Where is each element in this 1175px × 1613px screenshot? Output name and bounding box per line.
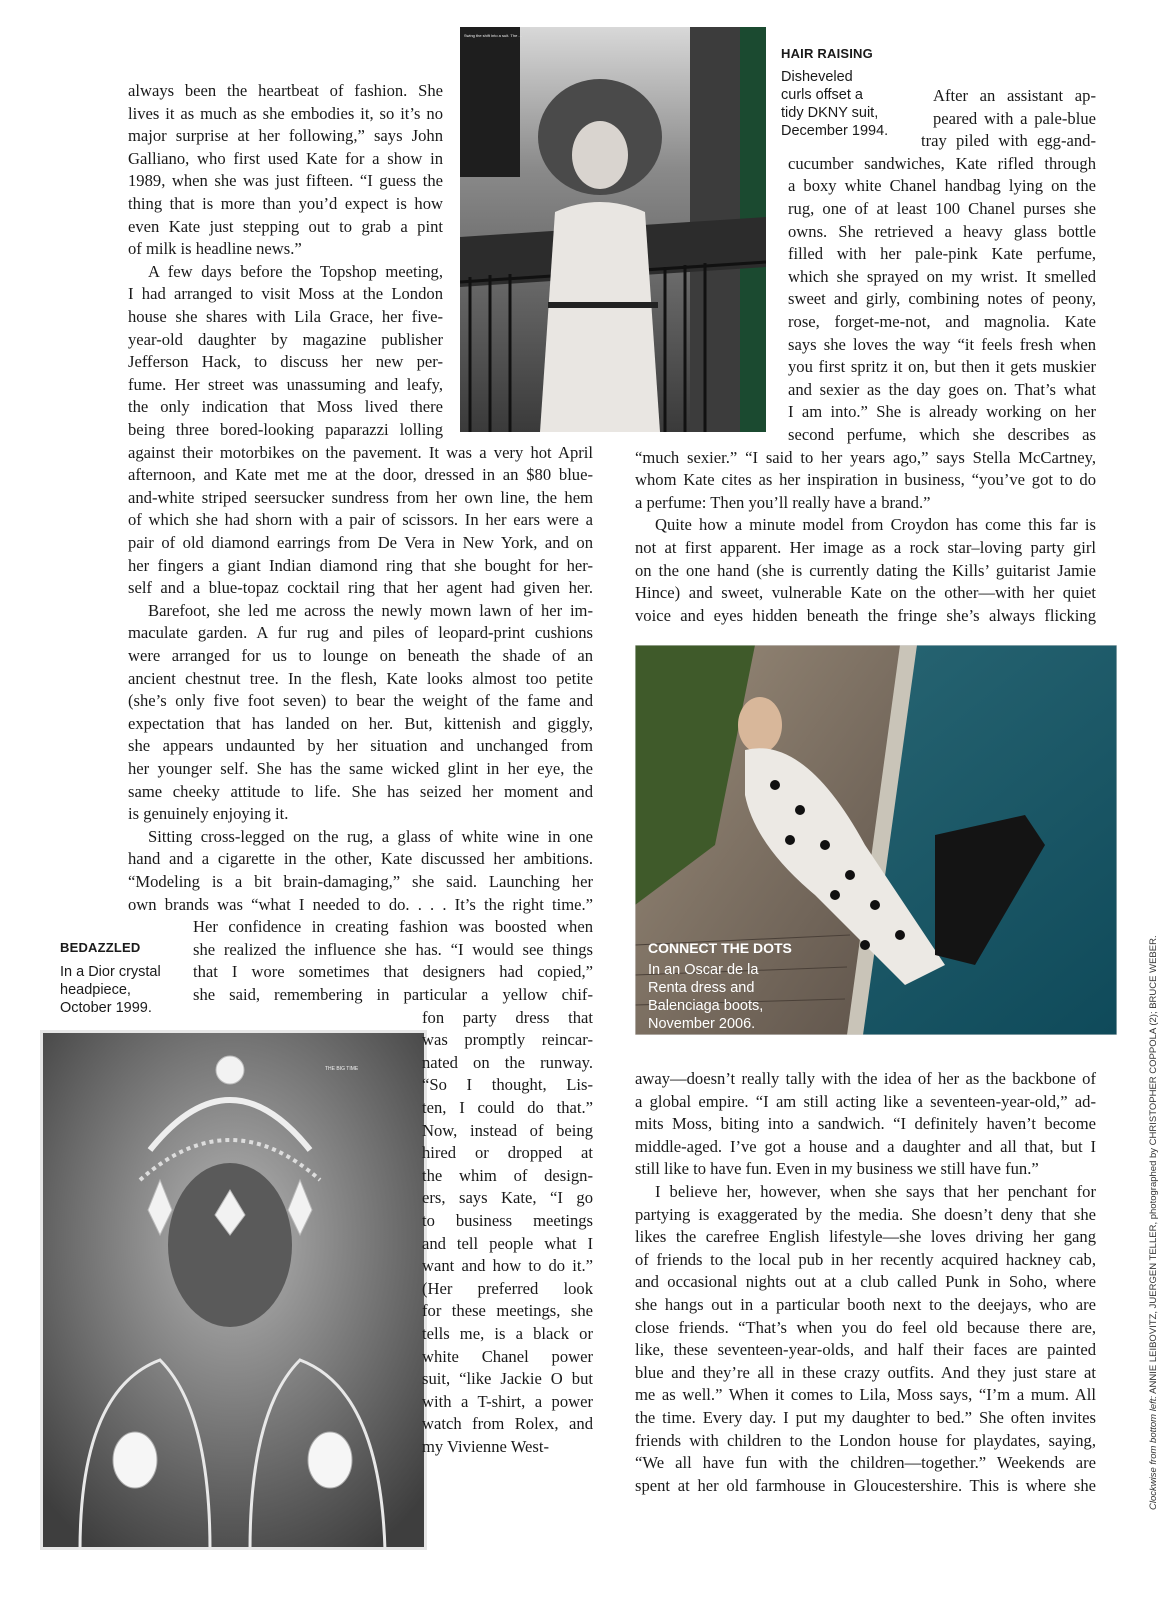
body-text-line: of which she had shorn with a pair of scissors. In her ears were a bbox=[128, 510, 593, 530]
body-text-line: the time. Every day. I put my daughter to bed.” She often invites bbox=[635, 1408, 1096, 1427]
body-text-line: which she sprayed on my wrist. It smelled bbox=[788, 266, 1096, 286]
connect-the-dots-caption-line: November 2006. bbox=[648, 1016, 756, 1032]
body-text-line: major surprise at her following,” says John bbox=[128, 126, 443, 146]
body-text-line: I am into.” She is already working on her bbox=[788, 402, 1096, 422]
body-text-line: she appears undaunted by her situation and unchanged from bbox=[128, 736, 593, 756]
body-text-line: she said, remembering in particular a yellow chif- bbox=[193, 985, 593, 1004]
hair-raising-photo bbox=[460, 27, 766, 432]
body-text-line: voice and eyes hidden beneath the fringe she’s always flicking bbox=[635, 605, 1096, 625]
body-text-line: on the one hand (she is currently dating the Kills’ guitarist Jamie bbox=[635, 560, 1096, 580]
body-text-line: a perfume: Then you’ll really have a brand.” bbox=[635, 492, 931, 512]
body-text-line: were arranged for us to lounge on beneath the shade of an bbox=[128, 646, 593, 665]
body-text-line: you first spritz it on, but then it gets muskier bbox=[788, 357, 1096, 377]
body-text-line: and tell people what I bbox=[422, 1233, 593, 1253]
body-text-line: me as well.” When it comes to Lila, Moss says, “I’m a mum. All bbox=[635, 1385, 1096, 1405]
body-text-line: Barefoot, she led me across the newly mown lawn of her im- bbox=[148, 600, 593, 620]
body-text-line: with a T-shirt, a power bbox=[422, 1391, 593, 1411]
body-text-line: 1989, when she was just fifteen. “I guess the bbox=[128, 171, 443, 191]
body-text-line: “So I thought, Lis- bbox=[422, 1075, 593, 1095]
body-text-line: Hince) and sweet, vulnerable Kate on the other—with her quiet bbox=[635, 583, 1096, 603]
body-text-line: owns. She retrieved a heavy glass bottle bbox=[788, 221, 1096, 241]
body-text-line: lives it as much as she embodies it, so it’s no bbox=[128, 103, 443, 123]
body-text-line: A few days before the Topshop meeting, bbox=[148, 261, 443, 281]
bedazzled-photo bbox=[40, 1030, 427, 1550]
body-text-line: suit, “like Jackie O but bbox=[422, 1369, 593, 1389]
body-text-line: a boxy white Chanel handbag lying on the bbox=[788, 176, 1096, 196]
hair-raising-caption-line: December 1994. bbox=[781, 123, 889, 139]
hair-raising-caption-line: tidy DKNY suit, bbox=[781, 105, 879, 121]
bedazzled-caption-line: In a Dior crystal bbox=[60, 964, 161, 980]
photo-credit bbox=[1148, 935, 1159, 1510]
body-text-line: says she loves the way “it feels fresh when bbox=[788, 334, 1096, 354]
body-text-line: and-white striped seersucker sundress from her own line, the hem bbox=[128, 487, 593, 507]
body-text-line: tells me, is a black or bbox=[422, 1324, 593, 1343]
bedazzled-caption-line: October 1999. bbox=[60, 1000, 152, 1016]
body-text-line: ancient chestnut tree. In the flesh, Kate looks almost too petite bbox=[128, 668, 593, 688]
body-text-line: ten, I could do that.” bbox=[422, 1098, 593, 1117]
svg-text:Swing the shift into a suit. T: Swing the shift into a suit. The ... bbox=[464, 33, 522, 38]
body-text-line: that I wore sometimes that designers had copied,” bbox=[193, 962, 593, 982]
body-text-line: of milk is headline news.” bbox=[128, 239, 302, 259]
photo-credit-text: ANNIE LEIBOVITZ, JUERGEN TELLER, photographed by CHRISTOPHER COPPOLA (2); BRUCE WEBER. bbox=[1148, 935, 1159, 1396]
body-text-line: rose, forget-me-not, and magnolia. Kate bbox=[788, 312, 1096, 331]
body-text-line: “much sexier.” “I said to her years ago,” says Stella McCartney, bbox=[635, 447, 1096, 467]
body-text-line: sweet and girly, combining notes of peony, bbox=[788, 289, 1096, 309]
body-text-line: Her confidence in creating fashion was boosted when bbox=[193, 917, 593, 937]
body-text-line: against their motorbikes on the pavement. It was a very hot April bbox=[128, 442, 593, 462]
body-text-line: want and how to do it.” bbox=[422, 1256, 593, 1276]
body-text-line: After an assistant ap- bbox=[933, 86, 1096, 105]
body-text-line: to business meetings bbox=[422, 1211, 593, 1230]
body-text-line: her younger self. She has the same wicked glint in her eye, the bbox=[128, 759, 593, 778]
body-text-line: the only indication that Moss lived there bbox=[128, 397, 443, 417]
body-text-line: same cheeky attitude to life. She has seized her moment and bbox=[128, 781, 593, 801]
body-text-line: always been the heartbeat of fashion. She bbox=[128, 81, 443, 100]
body-text-line: year-old daughter by magazine publisher bbox=[128, 329, 443, 349]
connect-the-dots-caption-line: Renta dress and bbox=[648, 980, 755, 996]
connect-the-dots-caption-line: In an Oscar de la bbox=[648, 962, 759, 978]
body-text-line: away—doesn’t really tally with the idea of her as the backbone of bbox=[635, 1069, 1096, 1088]
body-text-line: of friends to the local pub in her recently acquired hackney cab, bbox=[635, 1249, 1096, 1269]
body-text-line: Jefferson Hack, to discuss her new per- bbox=[128, 352, 443, 372]
body-text-line: partying is exaggerated by the media. She doesn’t deny that she bbox=[635, 1204, 1096, 1224]
hair-raising-caption-line: Disheveled bbox=[781, 69, 853, 85]
body-text-line: afternoon, and Kate met me at the door, dressed in an $80 blue- bbox=[128, 465, 593, 485]
body-text-line: tray piled with egg-and- bbox=[921, 131, 1096, 151]
body-text-line: a global empire. “I am still acting like a seventeen-year-old,” ad- bbox=[635, 1091, 1096, 1111]
body-text-line: Quite how a minute model from Croydon has come this far is bbox=[655, 515, 1096, 535]
body-text-line: “We all have fun with the children—together.” Weekends are bbox=[635, 1453, 1096, 1473]
body-text-line: being three bored-looking paparazzi lolling bbox=[128, 420, 443, 439]
body-text-line: “Modeling is a bit brain-damaging,” she said. Launching her bbox=[128, 872, 593, 891]
body-text-line: self and a blue-topaz cocktail ring that her agent had given her. bbox=[128, 578, 593, 598]
body-text-line: for these meetings, she bbox=[422, 1301, 593, 1321]
connect-the-dots-caption-line: Balenciaga boots, bbox=[648, 998, 764, 1014]
body-text-line: Sitting cross-legged on the rug, a glass of white wine in one bbox=[148, 826, 593, 846]
body-text-line: middle-aged. I’ve got a house and a daughter and all that, but I bbox=[635, 1136, 1096, 1156]
body-text-line: second perfume, which she describes as bbox=[788, 425, 1096, 444]
body-text-line: I had arranged to visit Moss at the London bbox=[128, 284, 443, 304]
bedazzled-photo-art bbox=[40, 1030, 427, 1550]
body-text-line: her fingers a giant Indian diamond ring that she bought for her- bbox=[128, 555, 593, 575]
body-text-line: fon party dress that bbox=[422, 1007, 593, 1027]
body-text-line: close friends. “That’s when you do feel old because there are, bbox=[635, 1317, 1096, 1337]
body-text-line: was promptly reincar- bbox=[422, 1030, 593, 1050]
body-text-line: expectation that has landed on her. But, kittenish and giggly, bbox=[128, 713, 593, 733]
body-text-line: maculate garden. A fur rug and piles of leopard-print cushions bbox=[128, 623, 593, 643]
body-text-line: hired or dropped at bbox=[422, 1143, 593, 1163]
body-text-line: fume. Her street was unassuming and leafy, bbox=[128, 374, 443, 394]
body-text-line: nated on the runway. bbox=[422, 1052, 593, 1072]
body-text-line: is genuinely enjoying it. bbox=[128, 804, 289, 824]
body-text-line: friends with children to the London house for playdates, saying, bbox=[635, 1430, 1096, 1450]
body-text-line: (Her preferred look bbox=[422, 1278, 593, 1298]
body-text-line: thing that is more than you’d expect is how bbox=[128, 194, 443, 213]
bedazzled-caption-line: headpiece, bbox=[60, 982, 131, 998]
body-text-line: hand and a cigarette in the other, Kate discussed her ambitions. bbox=[128, 849, 593, 869]
body-text-line: whom Kate cites as her inspiration in business, “you’ve got to do bbox=[635, 470, 1096, 490]
body-text-line: likes the carefree English lifestyle—she loves driving her gang bbox=[635, 1227, 1096, 1247]
body-text-line: not at first apparent. Her image as a rock star–loving party girl bbox=[635, 538, 1096, 557]
hair-raising-photo-art bbox=[460, 27, 766, 432]
body-text-line: and occasional nights out at a club called Punk in Soho, where bbox=[635, 1272, 1096, 1292]
body-text-line: mits Moss, biting into a sandwich. “I definitely haven’t become bbox=[635, 1114, 1096, 1134]
body-text-line: ers, says Kate, “I go bbox=[422, 1188, 593, 1208]
body-text-line: watch from Rolex, and bbox=[422, 1414, 593, 1434]
body-text-line: (she’s only five foot seven) to bear the weight of the fame and bbox=[128, 691, 593, 711]
body-text-line: Galliano, who first used Kate for a show in bbox=[128, 148, 443, 168]
body-text-line: peared with a pale-blue bbox=[933, 108, 1096, 128]
body-text-line: spent at her old farmhouse in Gloucestershire. This is where she bbox=[635, 1475, 1096, 1495]
bedazzled-caption-title: BEDAZZLED bbox=[60, 940, 141, 955]
body-text-line: the whim of design- bbox=[422, 1165, 593, 1185]
body-text-line: Now, instead of being bbox=[422, 1120, 593, 1140]
body-text-line: rug, one of at least 100 Chanel purses she bbox=[788, 199, 1096, 218]
connect-the-dots-caption-title: CONNECT THE DOTS bbox=[648, 940, 792, 956]
body-text-line: cucumber sandwiches, Kate rifled through bbox=[788, 153, 1096, 173]
body-text-line: blue and they’re all in these crazy outfits. And they just stare at bbox=[635, 1362, 1096, 1382]
body-text-line: she hangs out in a particular booth next to the deejays, who are bbox=[635, 1295, 1096, 1314]
body-text-line: own brands was “what I needed to do. . . . It’s the right time.” bbox=[128, 894, 593, 914]
body-text-line: still like to have fun. Even in my business we still have fun.” bbox=[635, 1159, 1039, 1179]
body-text-line: even Kate just stepping out to grab a pint bbox=[128, 216, 443, 236]
body-text-line: and sexier as the day goes on. That’s what bbox=[788, 379, 1096, 399]
body-text-line: filled with her pale-pink Kate perfume, bbox=[788, 244, 1096, 264]
body-text-line: like, these seventeen-year-olds, and half their faces are painted bbox=[635, 1340, 1096, 1360]
body-text-line: house she shares with Lila Grace, her five- bbox=[128, 307, 443, 326]
svg-text:THE BIG TIME: THE BIG TIME bbox=[325, 1066, 359, 1072]
body-text-line: she realized the influence she has. “I would see things bbox=[193, 939, 593, 959]
photo-credit-lead: Clockwise from bottom left: bbox=[1148, 1395, 1159, 1510]
body-text-line: my Vivienne West- bbox=[422, 1437, 550, 1456]
body-text-line: white Chanel power bbox=[422, 1346, 593, 1366]
hair-raising-caption-title: HAIR RAISING bbox=[781, 46, 873, 61]
hair-raising-caption-line: curls offset a bbox=[781, 87, 863, 103]
body-text-line: I believe her, however, when she says that her penchant for bbox=[655, 1182, 1096, 1201]
body-text-line: pair of old diamond earrings from De Vera in New York, and on bbox=[128, 533, 593, 552]
